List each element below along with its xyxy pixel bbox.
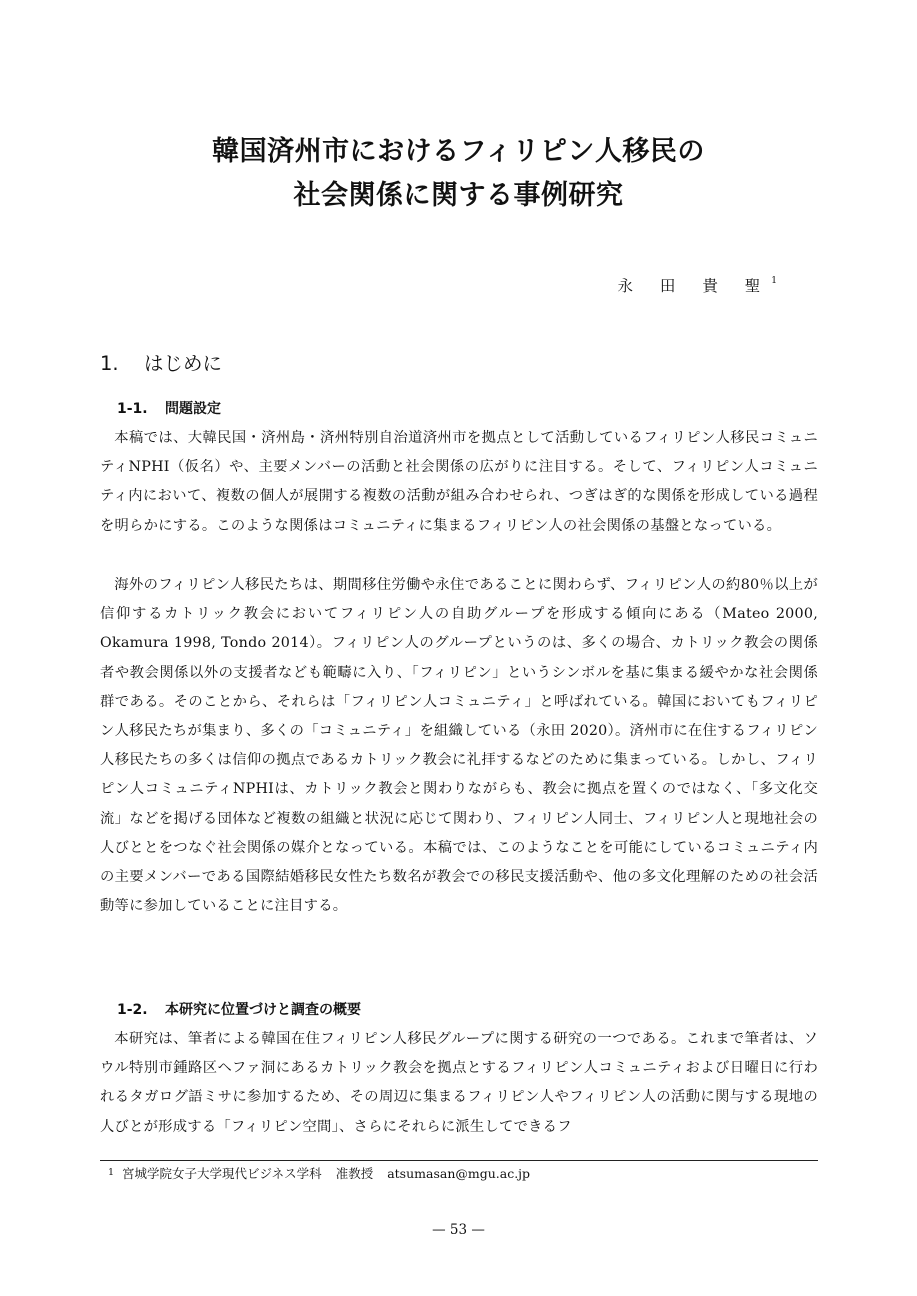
subsection-number: 1-1. <box>117 401 148 417</box>
section-title: はじめに <box>144 352 223 375</box>
subsection-heading-1-2 <box>117 999 361 1019</box>
author-byline <box>617 274 777 296</box>
footnote <box>108 1164 530 1182</box>
body-paragraph: 本研究は、筆者による韓国在住フィリピン人移民グループに関する研究の一つである。これまで筆者は、ソウル特別市鍾路区ヘファ洞にあるカトリック教会を拠点とするフィリピン人コミュニティおよび日曜日に行われるタガログ語ミサに参加するため、その周辺に集まるフィリピン人やフィリピン人の活動に関与する現地の人びとが形成する「フィリピン空間」、さらにそれらに派生してできるフ <box>100 1031 818 1135</box>
footnote-email[interactable]: atsumasan@mgu.ac.jp <box>387 1166 531 1181</box>
author-footnote-mark: 1 <box>771 275 777 286</box>
section-number: 1. <box>100 352 119 375</box>
footnote-mark: 1 <box>108 1167 115 1178</box>
subsection-heading-1-1 <box>117 398 221 418</box>
paper-title-line-1: 韓国済州市におけるフィリピン人移民の <box>212 136 705 167</box>
section-heading-1 <box>100 348 222 376</box>
footnote-affiliation: 宮城学院女子大学現代ビジネス学科 <box>122 1166 322 1181</box>
subsection-number: 1-2. <box>117 1002 148 1018</box>
paper-title-line-2: 社会関係に関する事例研究 <box>293 180 624 211</box>
footnote-position: 准教授 <box>335 1166 374 1181</box>
body-paragraph: 本稿では、大韓民国・済州島・済州特別自治道済州市を拠点として活動しているフィリピン人移民コミュニティNPHI（仮名）や、主要メンバーの活動と社会関係の広がりに注目する。そして、フィリピン人コミュニティ内において、複数の個人が展開する複数の活動が組み合わせられ、つぎはぎ的な関係を形成している過程を明らかにする。このような関係はコミュニティに集まるフィリピン人の社会関係の基盤となっている。 <box>100 430 818 534</box>
footnote-divider <box>100 1160 818 1161</box>
author-name: 永 田 貴 聖 <box>617 277 772 295</box>
subsection-title: 問題設定 <box>165 401 221 417</box>
subsection-title: 本研究に位置づけと調査の概要 <box>165 1002 361 1018</box>
page-number: — 53 — <box>432 1222 485 1238</box>
body-paragraph: 海外のフィリピン人移民たちは、期間移住労働や永住であることに関わらず、フィリピン人の約80％以上が信仰するカトリック教会においてフィリピン人の自助グループを形成する傾向にある（Mateo 2000, Okamura 1998, Tondo 2014）。フィリピン人のグループというのは、多くの場合、カトリック教会の関係者や教会関係以外の支援者なども範疇に入り、「フィリピン」というシンボルを基に集まる緩やかな社会関係群である。そのことから、それらは「フィリピン人コミュニティ」と呼ばれている。韓国においてもフィリピン人移民たちが集まり、多くの「コミュニティ」を組織している（永田 2020）。済州市に在住するフィリピン人移民たちの多くは信仰の拠点であるカトリック教会に礼拝するなどのために集まっている。しかし、フィリピン人コミュニティNPHIは、カトリック教会と関わりながらも、教会に拠点を置くのではなく、「多文化交流」などを掲げる団体など複数の組織と状況に応じて関わり、フィリピン人同士、フィリピン人と現地社会の人びととをつなぐ社会関係の媒介となっている。本稿では、このようなことを可能にしているコミュニティ内の主要メンバーである国際結婚移民女性たち数名が教会での移民支援活動や、他の多文化理解のための社会活動等に参加していることに注目する。 <box>100 577 818 915</box>
